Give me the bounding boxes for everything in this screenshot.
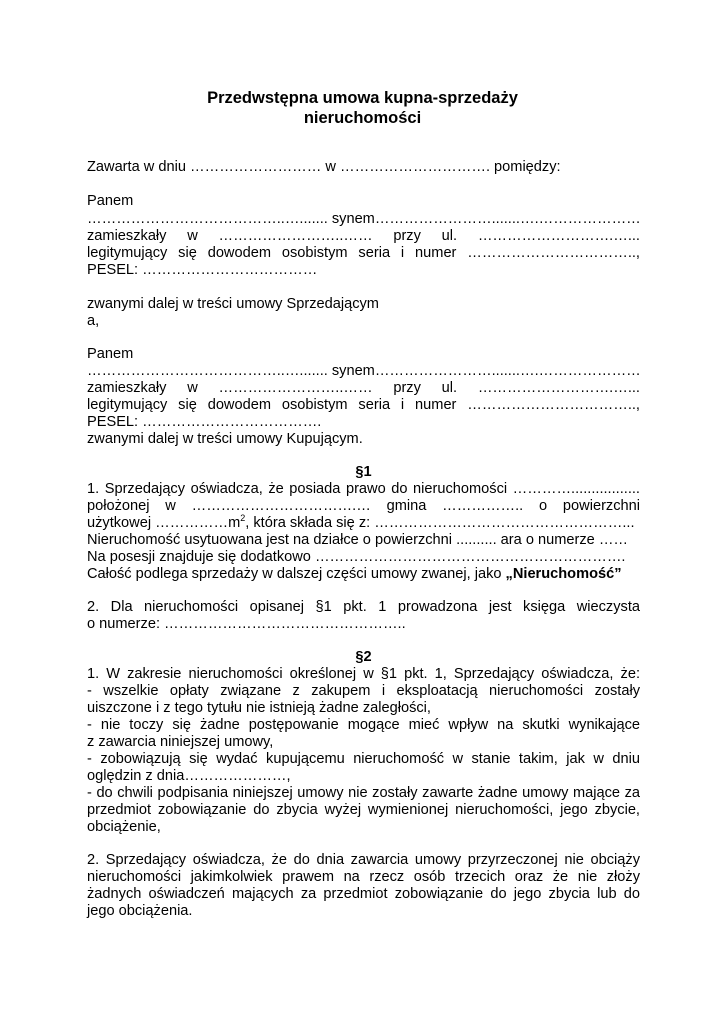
section-1-line-5: Na posesji znajduje się dodatkowo ……………………………………………………….	[87, 549, 626, 565]
document-title-line-2: nieruchomości	[303, 109, 422, 127]
seller-pesel: PESEL: ………………………………	[87, 262, 318, 278]
section-1-p2-line-1: 2. Dla nieruchomości opisanej §1 pkt. 1 prowadzona jest księga wieczysta	[87, 599, 640, 615]
section-1-line-4: Nieruchomość usytuowana jest na działce o powierzchni .......... ara o numerze ……	[87, 532, 629, 548]
buyer-pesel: PESEL: ……………………………….	[87, 414, 322, 430]
section-2-p2-line-4: jego obciążenia.	[87, 903, 193, 919]
section-1-line-1: 1. Sprzedający oświadcza, że posiada prawo do nieruchomości ………….................	[87, 481, 640, 497]
buyer-line-1: …………………………………..…....... synem…………………….......….…………………	[87, 363, 641, 379]
buyer-line-2: zamieszkały w ……………………..…… przy ul. ……………………….…...	[87, 380, 640, 396]
section-1-line-3	[87, 514, 640, 532]
square-superscript: 2	[240, 513, 246, 524]
seller-and: a,	[87, 313, 100, 329]
section-2-line-4: - nie toczy się żadne postępowanie mogące mieć wpływ na skutki wynikające	[87, 717, 640, 733]
seller-panem: Panem	[87, 193, 134, 209]
section-1-line-6	[87, 565, 640, 583]
section-2-line-10: obciążenie,	[87, 819, 161, 835]
buyer-called: zwanymi dalej w treści umowy Kupującym.	[87, 431, 363, 447]
section-1-line-3b: , która składa się z: ……………………………………………...	[245, 515, 635, 531]
section-1-line-2: położonej w …………………………….… gmina …………….. o powierzchni	[87, 498, 640, 514]
buyer-line-3: legitymujący się dowodem osobistym seria i numer ……………………………..,	[87, 397, 640, 413]
section-2-line-9: przedmiot zobowiązanie do zbycia wyżej wymienionej nieruchomości, jego zbycie,	[87, 802, 640, 818]
buyer-panem: Panem	[87, 346, 134, 362]
section-2-line-8: - do chwili podpisania niniejszej umowy nie zostały zawarte żadne umowy mające za	[87, 785, 640, 801]
section-2-heading: §2	[355, 649, 372, 665]
section-1-line-3a: użytkowej ……………m	[87, 515, 241, 531]
seller-line-1: …………………………………..…....... synem…………………….......….…………………	[87, 211, 641, 227]
seller-line-3: legitymujący się dowodem osobistym seria i numer ……………………………..,	[87, 245, 640, 261]
section-2-line-1: 1. W zakresie nieruchomości określonej w §1 pkt. 1, Sprzedający oświadcza, że:	[87, 666, 640, 682]
section-2-line-6: - zobowiązują się wydać kupującemu nieruchomość w stanie takim, jak w dniu	[87, 751, 640, 767]
section-2-line-5: z zawarcia niniejszej umowy,	[87, 734, 274, 750]
section-1-heading: §1	[355, 464, 372, 480]
section-1-line-6a: Całość podlega sprzedaży w dalszej części umowy zwanej, jako	[87, 566, 506, 582]
section-2-line-2: - wszelkie opłaty związane z zakupem i eksploatacją nieruchomości zostały	[87, 683, 640, 699]
defined-term-nieruchomosc: „Nieruchomość”	[505, 566, 622, 582]
section-2-line-7: oględzin z dnia…………………,	[87, 768, 291, 784]
seller-line-2: zamieszkały w ……………………..…… przy ul. ……………………….…...	[87, 228, 640, 244]
section-2-p2-line-1: 2. Sprzedający oświadcza, że do dnia zawarcia umowy przyrzeczonej nie obciąży	[87, 852, 640, 868]
seller-called: zwanymi dalej w treści umowy Sprzedającym	[87, 296, 379, 312]
intro-line: Zawarta w dniu ……………………… w …………………………. pomiędzy:	[87, 159, 561, 175]
section-2-p2-line-2: nieruchomości jakimkolwiek prawem na rzecz osób trzecich oraz że nie złoży	[87, 869, 640, 885]
document-title-line-1: Przedwstępna umowa kupna-sprzedaży	[207, 89, 518, 107]
section-2-line-3: uiszczone i z tego tytułu nie istnieją żadne zaległości,	[87, 700, 431, 716]
section-2-p2-line-3: żadnych oświadczeń mających za przedmiot zobowiązanie do jego zbycia lub do	[87, 886, 640, 902]
section-1-p2-line-2: o numerze: …………………………………………..	[87, 616, 406, 632]
